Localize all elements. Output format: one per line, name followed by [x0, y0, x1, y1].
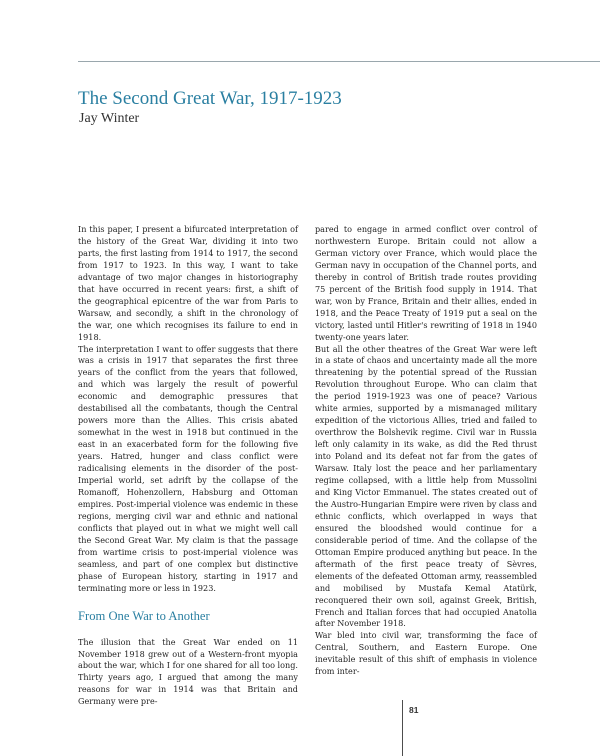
body-paragraph: In this paper, I present a bifurcated interpretation of the history of the Great War, dividing it into two parts, the first lasting from 1914 to 1917, the second from 1917 to 1923. In this way, I want to take advantage of two major changes in historiography that have occurred in recent years: first, a shift of the geographical epicentre of the war from Paris to Warsaw, and secondly, a shift in the chronology of the war, one which recognises its failure to end in 1918.	[78, 224, 298, 342]
body-paragraph: But all the other theatres of the Great War were left in a state of chaos and uncertainty made all the more threatening by the potential spread of the Russian Revolution throughout Europe. Who can claim that the period 1919-1923 was one of peace? Various white armies, supported by a mismanaged military expedition of the victorious Allies, tried and failed to overthrow the Bolshevik regime. Civil war in Russia left only calamity in its wake, as did the Red thrust into Poland and its defeat not far from the gates of Warsaw. Italy lost the peace and her parliamentary regime collapsed, with a little help from Mussolini and King Victor Emmanuel. The states created out of the Austro-Hungarian Empire were riven by class and ethnic conflicts, which overlapped in ways that ensured the bloodshed would continue for a considerable period of time. And the collapse of the Ottoman Empire produced anything but peace. In the aftermath of the first peace treaty of Sèvres, elements of the defeated Ottoman army, reassembled and mobilised by Mustafa Kemal Atatürk, reconquered their own soil, against Greek, British, French and Italian forces that had occupied Anatolia after November 1918.	[315, 343, 537, 629]
header-rule	[78, 61, 600, 62]
footer-rule	[402, 700, 403, 756]
section-heading: From One War to Another	[78, 608, 210, 623]
body-paragraph: pared to engage in armed conflict over control of northwestern Europe. Britain could not allow a German victory over France, which would place the German navy in occupation of the Channel ports, and thereby in control of British trade routes providing 75 percent of the British food supply in 1914. That war, won by France, Britain and their allies, ended in 1918, and the Peace Treaty of 1919 put a seal on the victory, lasted until Hitler's rewriting of 1918 in 1940 twenty-one years later.	[315, 224, 537, 342]
right-column	[315, 224, 537, 678]
body-paragraph: War bled into civil war, transforming the face of Central, Southern, and Eastern Europe. One inevitable result of this shift of emphasis in violence from inter-	[315, 630, 537, 677]
page-number: 81	[409, 705, 419, 715]
article-title: The Second Great War, 1917-1923	[78, 88, 342, 109]
left-column	[78, 224, 298, 708]
body-paragraph: The interpretation I want to offer suggests that there was a crisis in 1917 that separates the first three years of the conflict from the years that followed, and which was largely the result of powerful economic and demographic pressures that destabilised all the combatants, though the Central powers more than the Allies. This crisis abated somewhat in the west in 1918 but continued in the east in an exacerbated form for the following five years. Hatred, hunger and class conflict were radicalising elements in the disorder of the post-Imperial world, set adrift by the collapse of the Romanoff, Hohenzollern, Habsburg and Ottoman empires. Post-imperial violence was endemic in these regions, merging civil war and ethnic and national conflicts that played out in what we might well call the Second Great War. My claim is that the passage from wartime crisis to post-imperial violence was seamless, and part of one complex but distinctive phase of European history, starting in 1917 and terminating more or less in 1923.	[78, 343, 298, 593]
article-author: Jay Winter	[79, 111, 140, 126]
body-paragraph: The illusion that the Great War ended on 11 November 1918 grew out of a Western-front myopia about the war, which I for one shared for all too long. Thirty years ago, I argued that among the many reasons for war in 1914 was that Britain and Germany were pre-	[78, 636, 298, 707]
